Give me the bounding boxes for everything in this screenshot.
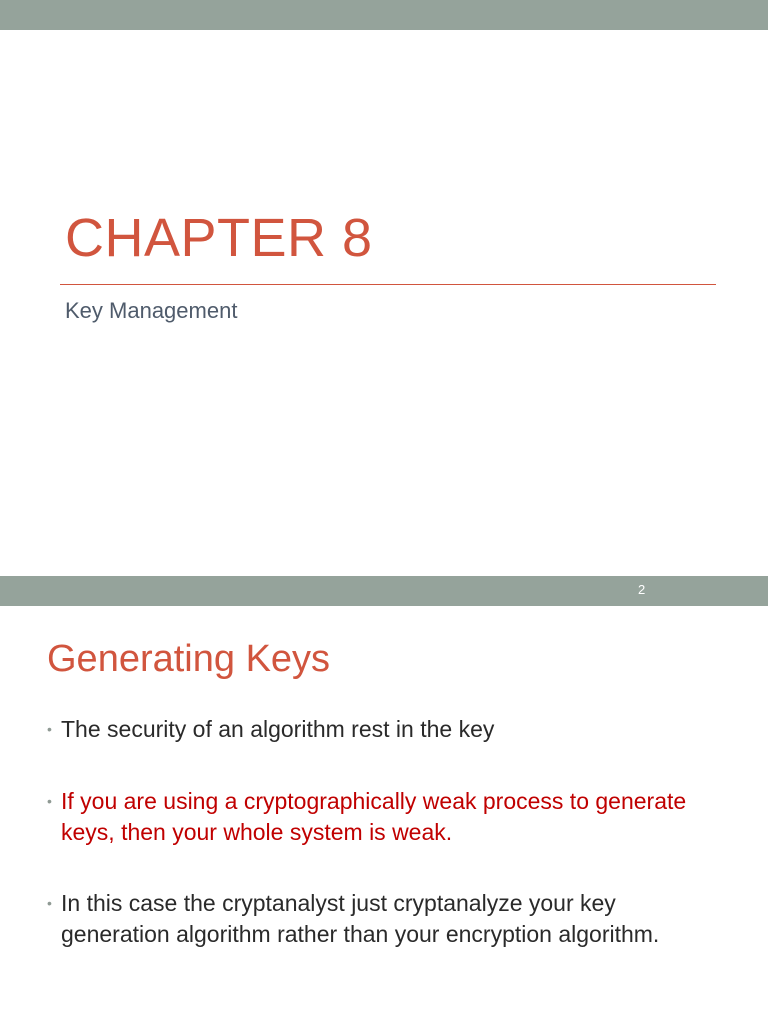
bullet-dot-icon: • (47, 895, 52, 911)
slide-number: 2 (638, 582, 646, 597)
bullet-text: In this case the cryptanalyst just cryptanalyze your key generation algorithm rather than your encryption algorithm. (61, 890, 660, 947)
bullet-item (47, 888, 707, 950)
chapter-subtitle: Key Management (65, 298, 238, 323)
bullet-item-highlighted (47, 786, 707, 848)
bullet-dot-icon: • (47, 793, 52, 809)
bullet-text: The security of an algorithm rest in the key (61, 716, 495, 742)
bullet-item (47, 714, 707, 745)
top-header-band (0, 0, 768, 30)
slide-title: Generating Keys (47, 638, 331, 680)
bullet-text: If you are using a cryptographically weak process to generate keys, then your whole system is weak. (61, 788, 687, 845)
bullet-dot-icon: • (47, 721, 52, 737)
title-divider (60, 284, 716, 285)
slide-2-header-band (0, 576, 768, 606)
chapter-title: CHAPTER 8 (65, 208, 373, 268)
